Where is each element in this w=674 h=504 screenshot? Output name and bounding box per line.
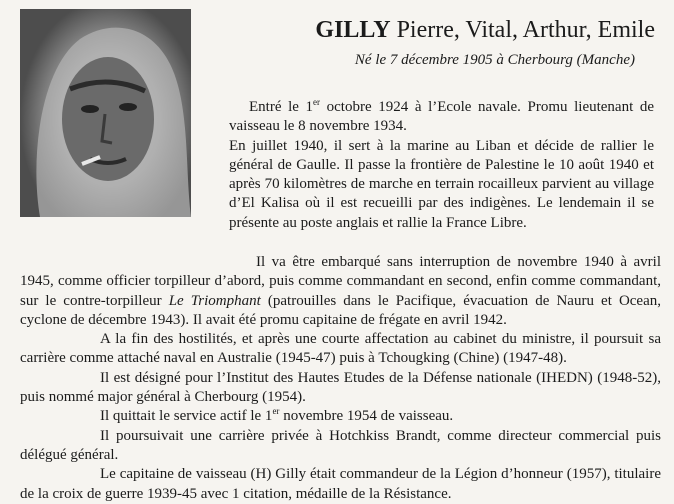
ship-name: Le Triomphant [168,292,261,309]
surname: GILLY [315,17,391,43]
paragraph-private-career: Il poursuivait une carrière privée à Hotchkiss Brandt, comme directeur commercial puis délégué général. [20,427,661,463]
p1-pre: Entré le 1 [249,99,314,115]
paragraph-ihedn: Il est désigné pour l’Institut des Hautes Etudes de la Défense nationale (IHEDN) (1948-52), puis nommé major général à Cherbourg (1954). [20,369,661,406]
person-name [275,16,655,44]
p6-sup: er [272,406,280,417]
paragraph-honours: Le capitaine de vaisseau (H) Gilly était commandeur de la Légion d’honneur (1957), titulaire de la croix de guerre 1939-45 avec 1 citation, médaille de la Résistance. [20,466,661,502]
p1-sup: er [313,97,321,107]
paragraph-postwar: A la fin des hostilités, et après une courte affectation au cabinet du ministre, il poursuit sa carrière comme attaché naval en Australie (1945-47) puis à Tchougking (Chine) (1947-48). [20,331,661,367]
p6-pre: Il quittait le service actif le 1 [100,408,273,425]
portrait-photo-icon [20,9,191,217]
paragraph-retirement [20,407,661,426]
p1-post: octobre 1924 à l’Ecole navale. Promu lieutenant de vaisseau le 8 novembre 1934. [229,99,655,135]
paragraph-1940: En juillet 1940, il sert à la marine au Liban et décide de rallier le général de Gaulle. Il passe la frontière de Palestine le 10 août 1940 et après 70 kilomètres de marche en terrain rocailleux parvient au village d’El Kalisa où il est recueilli par des indigènes. Le lendemain il se présente au poste anglais et rallie la France Libre. [229,137,654,231]
paragraph-entry [229,98,654,137]
p3-start: Il va être embarqué sans interruption de novembre 1940 à avril 1945, comme officier torpilleur d’abord, puis comme commandant en second, enfin comme commandant, sur le contre-torpilleur [20,254,661,309]
portrait-photo [20,9,191,217]
p6-post: novembre 1954 de vaisseau. [279,408,454,425]
upper-text-block [229,98,654,233]
given-names: Pierre, Vital, Arthur, Emile [396,17,655,43]
p3-end: (patrouilles dans le Pacifique, évacuation de Nauru et Ocean, cyclone de décembre 1943). Il avait été promu capitaine de frégate en avril 1942. [20,292,661,328]
birth-line: Né le 7 décembre 1905 à Cherbourg (Manche) [354,52,635,68]
paragraph-embarked [20,253,661,330]
lower-text-block [20,253,661,504]
